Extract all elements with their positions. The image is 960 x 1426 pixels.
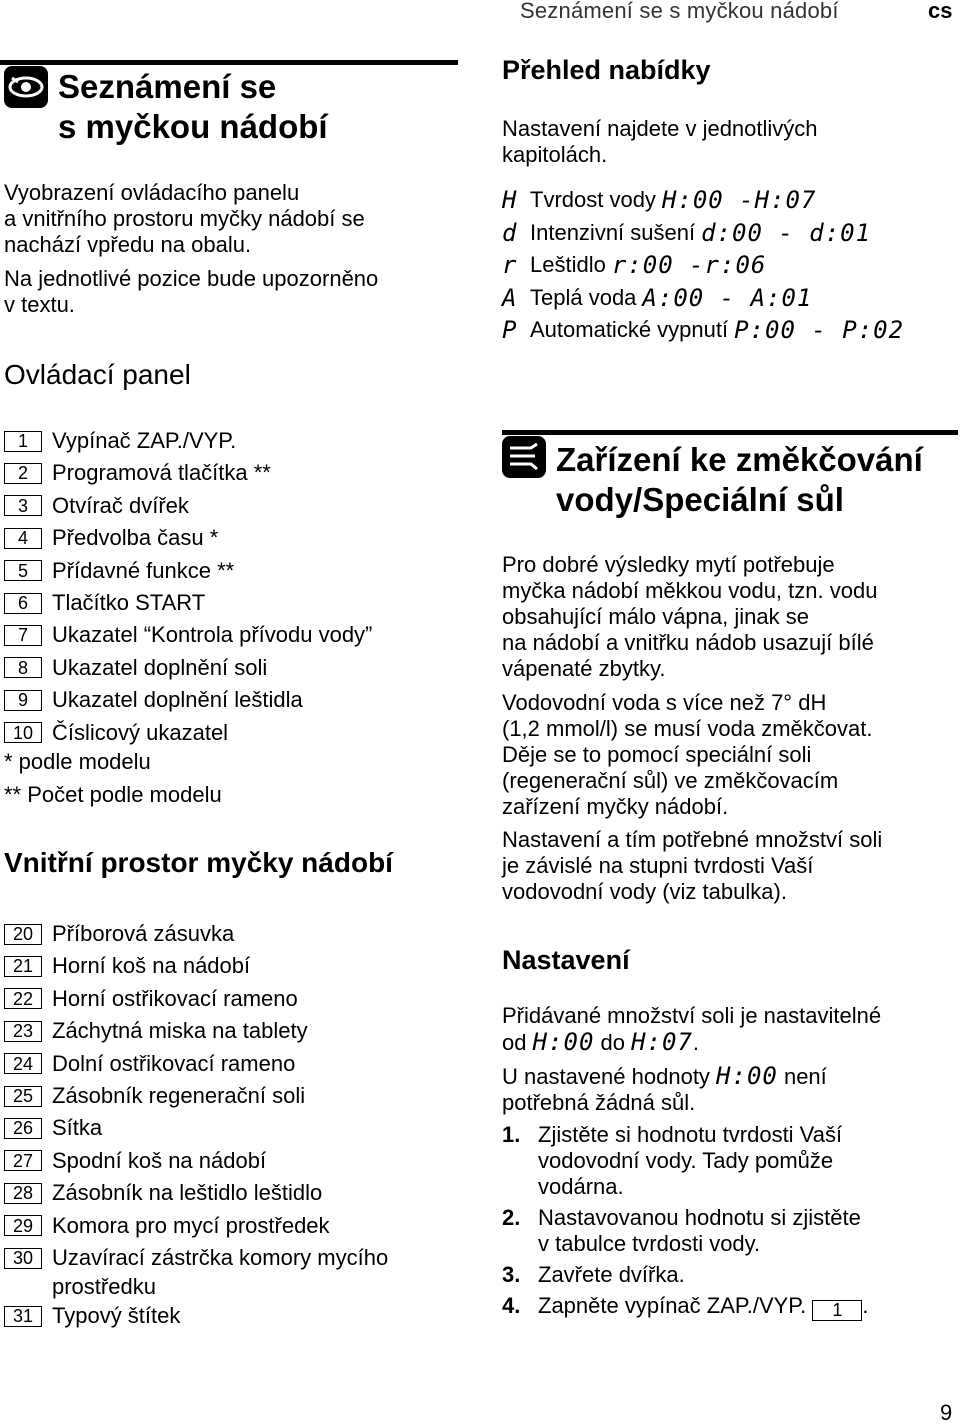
list-item: 8 Ukazatel doplnění soli xyxy=(4,652,372,684)
control-panel-heading: Ovládací panel xyxy=(4,359,191,390)
settings-steps xyxy=(502,1122,954,1326)
list-item: 28 Zásobník na leštidlo leštidlo xyxy=(4,1177,388,1209)
menu-overview-heading: Přehled nabídky xyxy=(502,55,711,85)
list-item: 29 Komora pro mycí prostředek xyxy=(4,1210,388,1242)
section-rule-right xyxy=(502,430,958,435)
control-panel-list xyxy=(4,425,372,749)
list-item: 4. Zapněte vypínač ZAP./VYP. 1 . xyxy=(502,1293,869,1320)
list-item: d Intenzivní sušení d:00 - d:01 xyxy=(502,218,872,247)
list-item: 1 Vypínač ZAP./VYP. xyxy=(4,425,372,457)
chapter-title-line1: Seznámení se xyxy=(58,68,277,105)
list-item: 7 Ukazatel “Kontrola přívodu vody” xyxy=(4,619,372,651)
settings-paragraph-1: Přidávané množství soli je nastavitelné od H:00 do H:07. xyxy=(502,1003,882,1056)
list-item: r Leštidlo r:00 -r:06 xyxy=(502,251,767,280)
list-item: 3. Zavřete dvířka. xyxy=(502,1262,685,1287)
intro-paragraph: Vyobrazení ovládacího panelu a vnitřního prostoru myčky nádobí se nachází vpředu na obalu. xyxy=(4,180,365,257)
page-number: 9 xyxy=(940,1400,953,1425)
list-item: A Teplá voda A:00 - A:01 xyxy=(502,283,813,312)
footnote-model: * podle modelu xyxy=(4,749,151,774)
softener-paragraph-3: Nastavení a tím potřebné množství soli je závislé na stupni tvrdosti Vaší vodovodní vody (viz tabulka). xyxy=(502,827,883,904)
list-item: 3 Otvírač dvířek xyxy=(4,490,372,522)
list-item: 27 Spodní koš na nádobí xyxy=(4,1145,388,1177)
softener-paragraph-1: Pro dobré výsledky mytí potřebuje myčka nádobí měkkou vodu, tzn. vodu obsahující málo vápna, jinak se na nádobí a vnitřku nádob usazují bílé vápenaté zbytky. xyxy=(502,552,878,681)
list-item: 22 Horní ostřikovací rameno xyxy=(4,983,388,1015)
list-item: 9 Ukazatel doplnění leštidla xyxy=(4,684,372,716)
list-item: prostředku xyxy=(52,1274,156,1300)
language-code: cs xyxy=(928,0,953,23)
settings-paragraph-2: U nastavené hodnoty H:00 není potřebná žádná sůl. xyxy=(502,1062,827,1115)
list-item: 21 Horní koš na nádobí xyxy=(4,950,388,982)
softener-title-line1: Zařízení ke změkčování xyxy=(556,441,923,478)
footnote-count: ** Počet podle modelu xyxy=(4,782,222,807)
list-item: 26 Sítka xyxy=(4,1112,388,1144)
list-item: 25 Zásobník regenerační soli xyxy=(4,1080,388,1112)
list-item: 1. Zjistěte si hodnotu tvrdosti Vaší vodovodní vody. Tady pomůže vodárna. xyxy=(502,1122,843,1199)
list-item: 10 Číslicový ukazatel xyxy=(4,717,372,749)
chapter-title-line2: s myčkou nádobí xyxy=(58,108,328,145)
menu-list xyxy=(502,184,904,347)
list-item: 2 Programová tlačítka ** xyxy=(4,457,372,489)
list-item: 24 Dolní ostřikovací rameno xyxy=(4,1048,388,1080)
list-item: P Automatické vypnutí P:00 - P:02 xyxy=(502,316,905,345)
list-item: H Tvrdost vody H:00 -H:07 xyxy=(502,186,817,214)
list-item: 30 Uzavírací zástrčka komory mycího xyxy=(4,1242,388,1274)
section-rule-left xyxy=(0,60,458,65)
softener-paragraph-2: Vodovodní voda s více než 7° dH (1,2 mmol/l) se musí voda změkčovat. Děje se to pomocí speciální soli (regenerační sůl) ve změkčovacím zařízení myčky nádobí. xyxy=(502,690,873,819)
list-item: 2. Nastavovanou hodnotu si zjistěte v tabulce tvrdosti vody. xyxy=(502,1205,861,1256)
list-item: 20 Příborová zásuvka xyxy=(4,918,388,950)
running-head: Seznámení se s myčkou nádobí xyxy=(520,0,839,23)
softener-title-line2: vody/Speciální sůl xyxy=(556,481,844,518)
list-item: 4 Předvolba času * xyxy=(4,522,372,554)
eye-icon xyxy=(4,66,48,108)
settings-heading: Nastavení xyxy=(502,945,630,975)
list-item: 5 Přídavné funkce ** xyxy=(4,555,372,587)
intro-paragraph-2: Na jednotlivé pozice bude upozorněno v textu. xyxy=(4,266,379,317)
interior-list xyxy=(4,918,388,1333)
list-item: 23 Záchytná miska na tablety xyxy=(4,1015,388,1047)
interior-heading: Vnitřní prostor myčky nádobí xyxy=(4,847,393,878)
list-item: 6 Tlačítko START xyxy=(4,587,372,619)
water-softener-icon xyxy=(502,436,546,478)
list-item: 31 Typový štítek xyxy=(4,1300,388,1332)
menu-intro: Nastavení najdete v jednotlivých kapitolách. xyxy=(502,116,818,167)
